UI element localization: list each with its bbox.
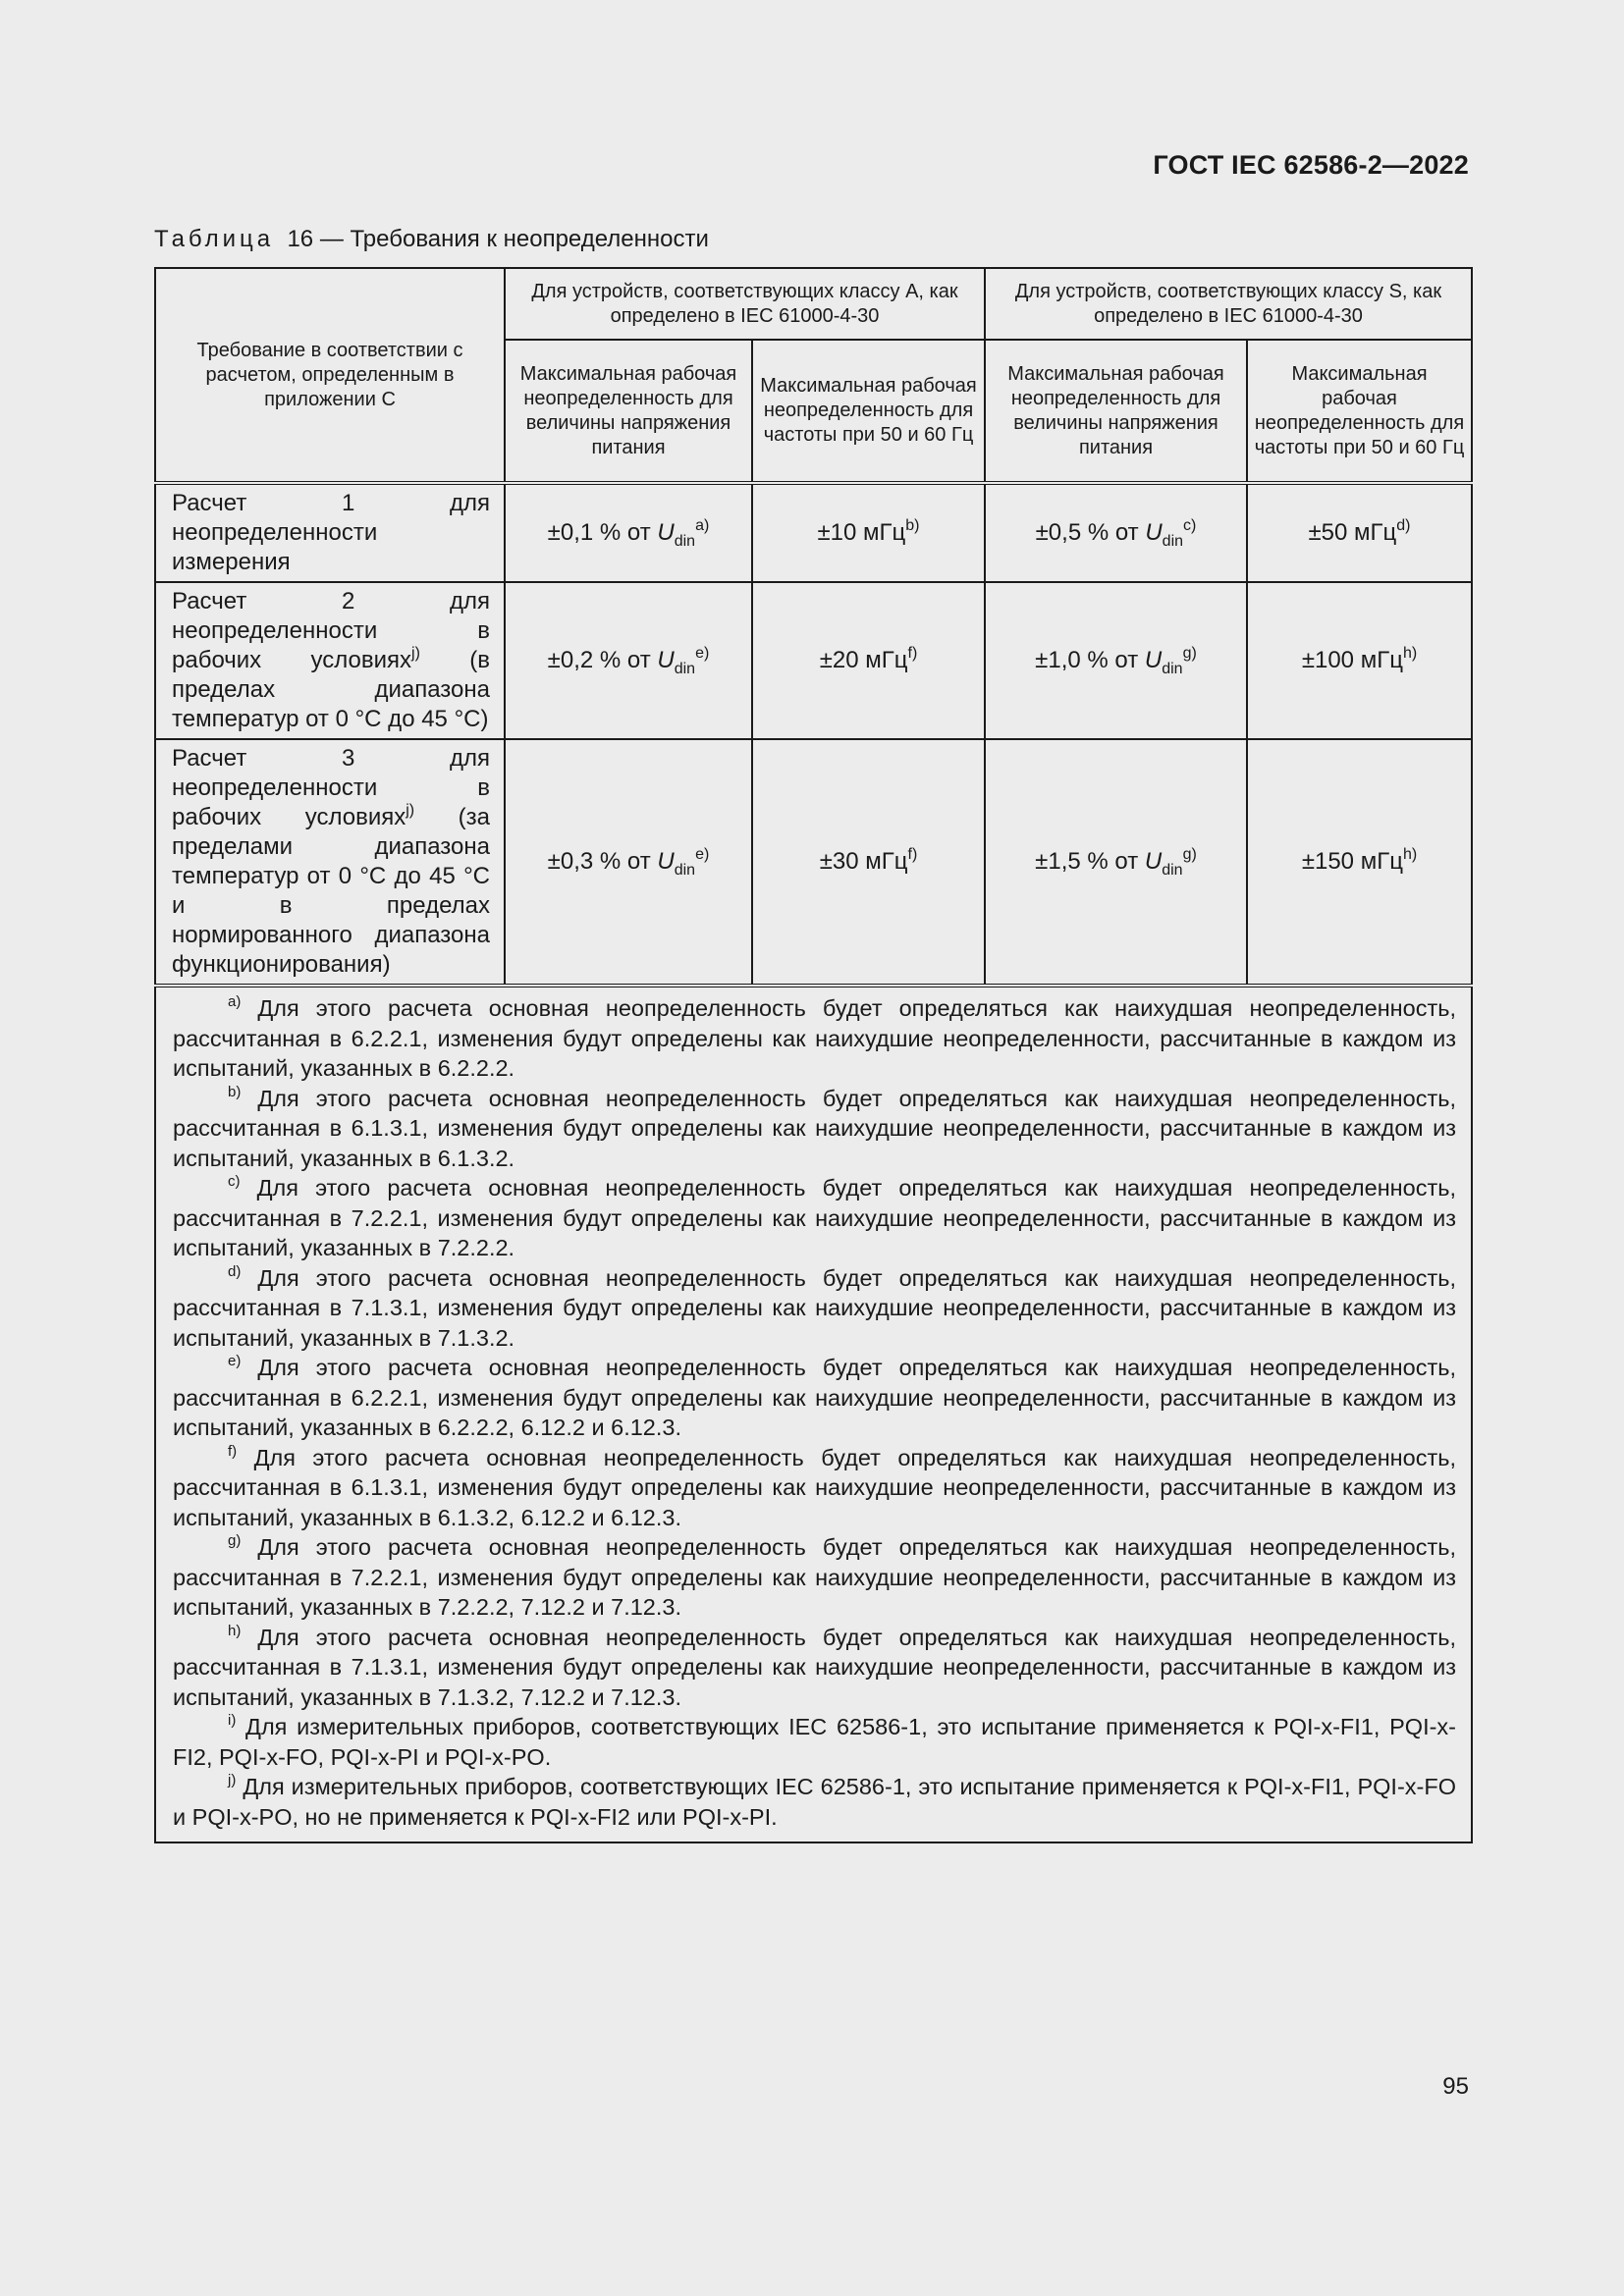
value-cell: ±0,3 % от $U_{din}^{e)}$ (505, 739, 752, 986)
value-cell: ±150 мГц$^{h)}$ (1247, 739, 1472, 986)
footnote: $^{j)}$ Для измерительных приборов, соответствующих IEC 62586-1, это испытание применяется к PQI-x-FI1, PQI-x-FO и PQI-x-PO, но не применяется к PQI-x-FI2 или PQI-x-PI. (173, 1772, 1456, 1830)
value-cell: ±10 мГц$^{b)}$ (752, 483, 985, 582)
class-s-voltage-header: Максимальная рабочая неопределенность для величины напряжения питания (985, 340, 1247, 483)
table-caption (154, 226, 709, 253)
value-cell: ±0,5 % от $U_{din}^{c)}$ (985, 483, 1247, 582)
header-row-1 (155, 268, 1472, 340)
class-a-voltage-header: Максимальная рабочая неопределенность для величины напряжения питания (505, 340, 752, 483)
footnote: $^{h)}$ Для этого расчета основная неопределенность будет определяться как наихудшая неопределенность, рассчитанная в 7.1.3.1, изменения будут определены как наихудшие неопределенности, рассчитанные в каждом из испытаний, указанных в 7.1.3.2, 7.12.2 и 7.12.3. (173, 1622, 1456, 1710)
footnote: $^{c)}$ Для этого расчета основная неопределенность будет определяться как наихудшая неопределенность, рассчитанная в 7.2.2.1, изменения будут определены как наихудшие неопределенности, рассчитанные в каждом из испытаний, указанных в 7.2.2.2. (173, 1173, 1456, 1260)
uncertainty-table (154, 267, 1473, 1843)
table-row (155, 582, 1472, 739)
row-label: Расчет 2 для неопределенности в рабочих условиях$^{j)}$ (в пределах диапазона температур от 0 °С до 45 °С) (155, 582, 505, 739)
page-number: 95 (1442, 2073, 1469, 2100)
row-label: Расчет 1 для неопределенности измерения (155, 483, 505, 582)
value-cell: ±30 мГц$^{f)}$ (752, 739, 985, 986)
table-row (155, 739, 1472, 986)
class-s-header: Для устройств, соответствующих классу S, как определено в IEC 61000-4-30 (985, 268, 1472, 340)
value-cell: ±0,2 % от $U_{din}^{e)}$ (505, 582, 752, 739)
table-row (155, 483, 1472, 582)
class-s-frequency-header: Максимальная рабочая неопределенность для частоты при 50 и 60 Гц (1247, 340, 1472, 483)
standard-id: ГОСТ IEC 62586-2—2022 (1153, 150, 1469, 180)
row-label: Расчет 3 для неопределенности в рабочих условиях$^{j)}$ (за пределами диапазона температур от 0 °С до 45 °С и в пределах нормированного диапазона функционирования) (155, 739, 505, 986)
value-cell: ±20 мГц$^{f)}$ (752, 582, 985, 739)
value-cell: ±100 мГц$^{h)}$ (1247, 582, 1472, 739)
requirement-column-header: Требование в соответствии с расчетом, определенным в приложении С (155, 268, 505, 483)
class-a-header: Для устройств, соответствующих классу А, как определено в IEC 61000-4-30 (505, 268, 985, 340)
footnote: $^{e)}$ Для этого расчета основная неопределенность будет определяться как наихудшая неопределенность, рассчитанная в 6.2.2.1, изменения будут определены как наихудшие неопределенности, рассчитанные в каждом из испытаний, указанных в 6.2.2.2, 6.12.2 и 6.12.3. (173, 1353, 1456, 1440)
footnote: $^{d)}$ Для этого расчета основная неопределенность будет определяться как наихудшая неопределенность, рассчитанная в 7.1.3.1, изменения будут определены как наихудшие неопределенности, рассчитанные в каждом из испытаний, указанных в 7.1.3.2. (173, 1262, 1456, 1351)
footnote: $^{b)}$ Для этого расчета основная неопределенность будет определяться как наихудшая неопределенность, рассчитанная в 6.1.3.1, изменения будут определены как наихудшие неопределенности, рассчитанные в каждом из испытаний, указанных в 6.1.3.2. (173, 1083, 1456, 1171)
table-footnotes (155, 986, 1472, 1842)
class-a-frequency-header: Максимальная рабочая неопределенность для частоты при 50 и 60 Гц (752, 340, 985, 483)
footnote: $^{a)}$ Для этого расчета основная неопределенность будет определяться как наихудшая неопределенность, рассчитанная в 6.2.2.1, изменения будут определены как наихудшие неопределенности, рассчитанные в каждом из испытаний, указанных в 6.2.2.2. (173, 993, 1456, 1081)
footnote: $^{g)}$ Для этого расчета основная неопределенность будет определяться как наихудшая неопределенность, рассчитанная в 7.2.2.1, изменения будут определены как наихудшие неопределенности, рассчитанные в каждом из испытаний, указанных в 7.2.2.2, 7.12.2 и 7.12.3. (173, 1532, 1456, 1620)
value-cell: ±1,5 % от $U_{din}^{g)}$ (985, 739, 1247, 986)
footnote: $^{i)}$ Для измерительных приборов, соответствующих IEC 62586-1, это испытание применяется к PQI-x-FI1, PQI-x-FI2, PQI-x-FO, PQI-x-PI и PQI-x-PO. (173, 1712, 1456, 1770)
table-caption-title: 16 — Требования к неопределенности (287, 226, 709, 252)
value-cell: ±50 мГц$^{d)}$ (1247, 483, 1472, 582)
value-cell: ±0,1 % от $U_{din}^{a)}$ (505, 483, 752, 582)
notes-row (155, 986, 1472, 1842)
footnote: $^{f)}$ Для этого расчета основная неопределенность будет определяться как наихудшая неопределенность, рассчитанная в 6.1.3.1, изменения будут определены как наихудшие неопределенности, рассчитанные в каждом из испытаний, указанных в 6.1.3.2, 6.12.2 и 6.12.3. (173, 1442, 1456, 1530)
table-caption-label: Таблица (154, 226, 275, 252)
value-cell: ±1,0 % от $U_{din}^{g)}$ (985, 582, 1247, 739)
